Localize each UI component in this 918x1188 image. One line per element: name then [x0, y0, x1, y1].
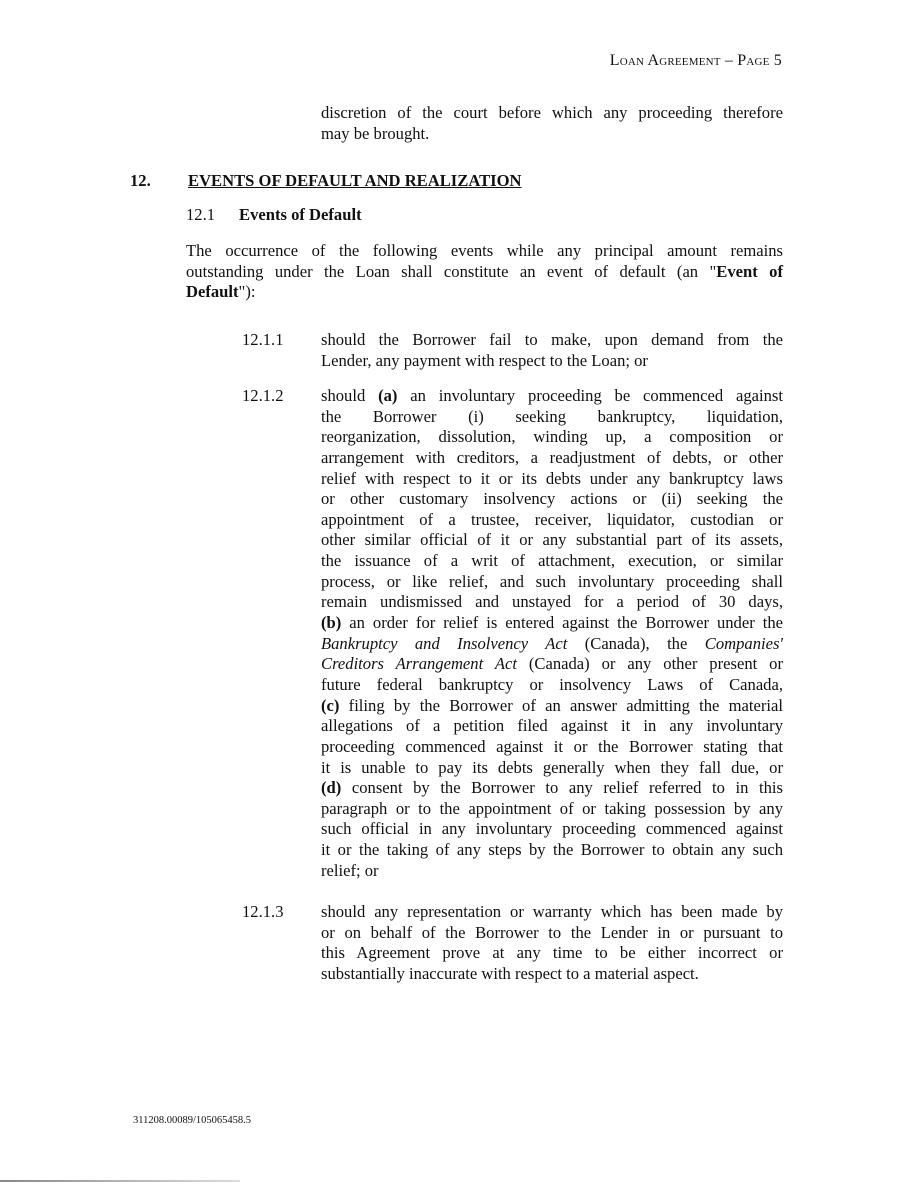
text-line: allegations of a petition filed against it in any involuntary: [321, 716, 783, 736]
text-line: Creditors Arrangement Act (Canada) or any other present or: [321, 654, 783, 674]
lead-paragraph: [186, 241, 783, 303]
text-line: relief with respect to it or its debts under any bankruptcy laws: [321, 468, 783, 488]
text-line: reorganization, dissolution, winding up, a composition or: [321, 427, 783, 447]
text-line: appointment of a trustee, receiver, liquidator, custodian or: [321, 509, 783, 529]
text-line: (c) filing by the Borrower of an answer admitting the material: [321, 695, 783, 715]
text-line: proceeding commenced against it or the Borrower stating that: [321, 736, 783, 756]
text-line: the Borrower (i) seeking bankruptcy, liquidation,: [321, 406, 783, 426]
text-line: Default"):: [186, 282, 256, 302]
item-number: 12.1.1: [242, 330, 284, 349]
bottom-rule: [0, 1180, 240, 1182]
text-line: process, or like relief, and such involuntary proceeding shall: [321, 571, 783, 591]
text-line: paragraph or to the appointment of or taking possession by any: [321, 798, 783, 818]
text-line: it is unable to pay its debts generally when they fall due, or: [321, 757, 783, 777]
text-line: or other customary insolvency actions or (ii) seeking the: [321, 489, 783, 509]
text-line: this Agreement prove at any time to be either incorrect or: [321, 943, 783, 963]
text-line: should any representation or warranty which has been made by: [321, 902, 783, 921]
text-line: discretion of the court before which any proceeding therefore: [321, 103, 783, 122]
text-line: future federal bankruptcy or insolvency Laws of Canada,: [321, 674, 783, 694]
section-title: EVENTS OF DEFAULT AND REALIZATION: [188, 171, 522, 190]
section-number: 12.: [130, 171, 151, 190]
text-line: should (a) an involuntary proceeding be commenced against: [321, 386, 784, 405]
text-line: it or the taking of any steps by the Borrower to obtain any such: [321, 840, 783, 860]
text-line: (b) an order for relief is entered against the Borrower under the: [321, 613, 783, 633]
document-id: 311208.00089/105065458.5: [133, 1115, 252, 1126]
item-paragraph: [321, 902, 783, 985]
text-line: relief; or: [321, 860, 379, 880]
text-line: outstanding under the Loan shall constitute an event of default (an "Event of: [186, 261, 783, 281]
text-line: or on behalf of the Borrower to the Lender in or pursuant to: [321, 922, 783, 942]
text-line: substantially inaccurate with respect to a material aspect.: [321, 963, 699, 983]
intro-paragraph: [321, 103, 783, 144]
item-paragraph: [321, 330, 783, 371]
item-number: 12.1.2: [242, 386, 284, 405]
text-line: (d) consent by the Borrower to any relief referred to in this: [321, 778, 783, 798]
text-line: such official in any involuntary proceeding commenced against: [321, 819, 783, 839]
text-line: may be brought.: [321, 123, 430, 143]
text-line: the issuance of a writ of attachment, execution, or similar: [321, 551, 783, 571]
page-header: Loan Agreement – Page 5: [609, 52, 782, 69]
item-number: 12.1.3: [242, 902, 284, 921]
text-line: Bankruptcy and Insolvency Act (Canada), the Companies': [321, 633, 783, 653]
text-line: should the Borrower fail to make, upon demand from the: [321, 330, 783, 349]
text-line: arrangement with creditors, a readjustment of debts, or other: [321, 447, 783, 467]
text-line: remain undismissed and unstayed for a period of 30 days,: [321, 592, 783, 612]
item-paragraph: [321, 386, 783, 881]
text-line: other similar official of it or any substantial part of its assets,: [321, 530, 783, 550]
text-line: Lender, any payment with respect to the Loan; or: [321, 350, 648, 370]
subsection-number: 12.1: [186, 205, 216, 224]
text-line: The occurrence of the following events while any principal amount remains: [186, 241, 783, 260]
subsection-title: Events of Default: [239, 205, 362, 224]
